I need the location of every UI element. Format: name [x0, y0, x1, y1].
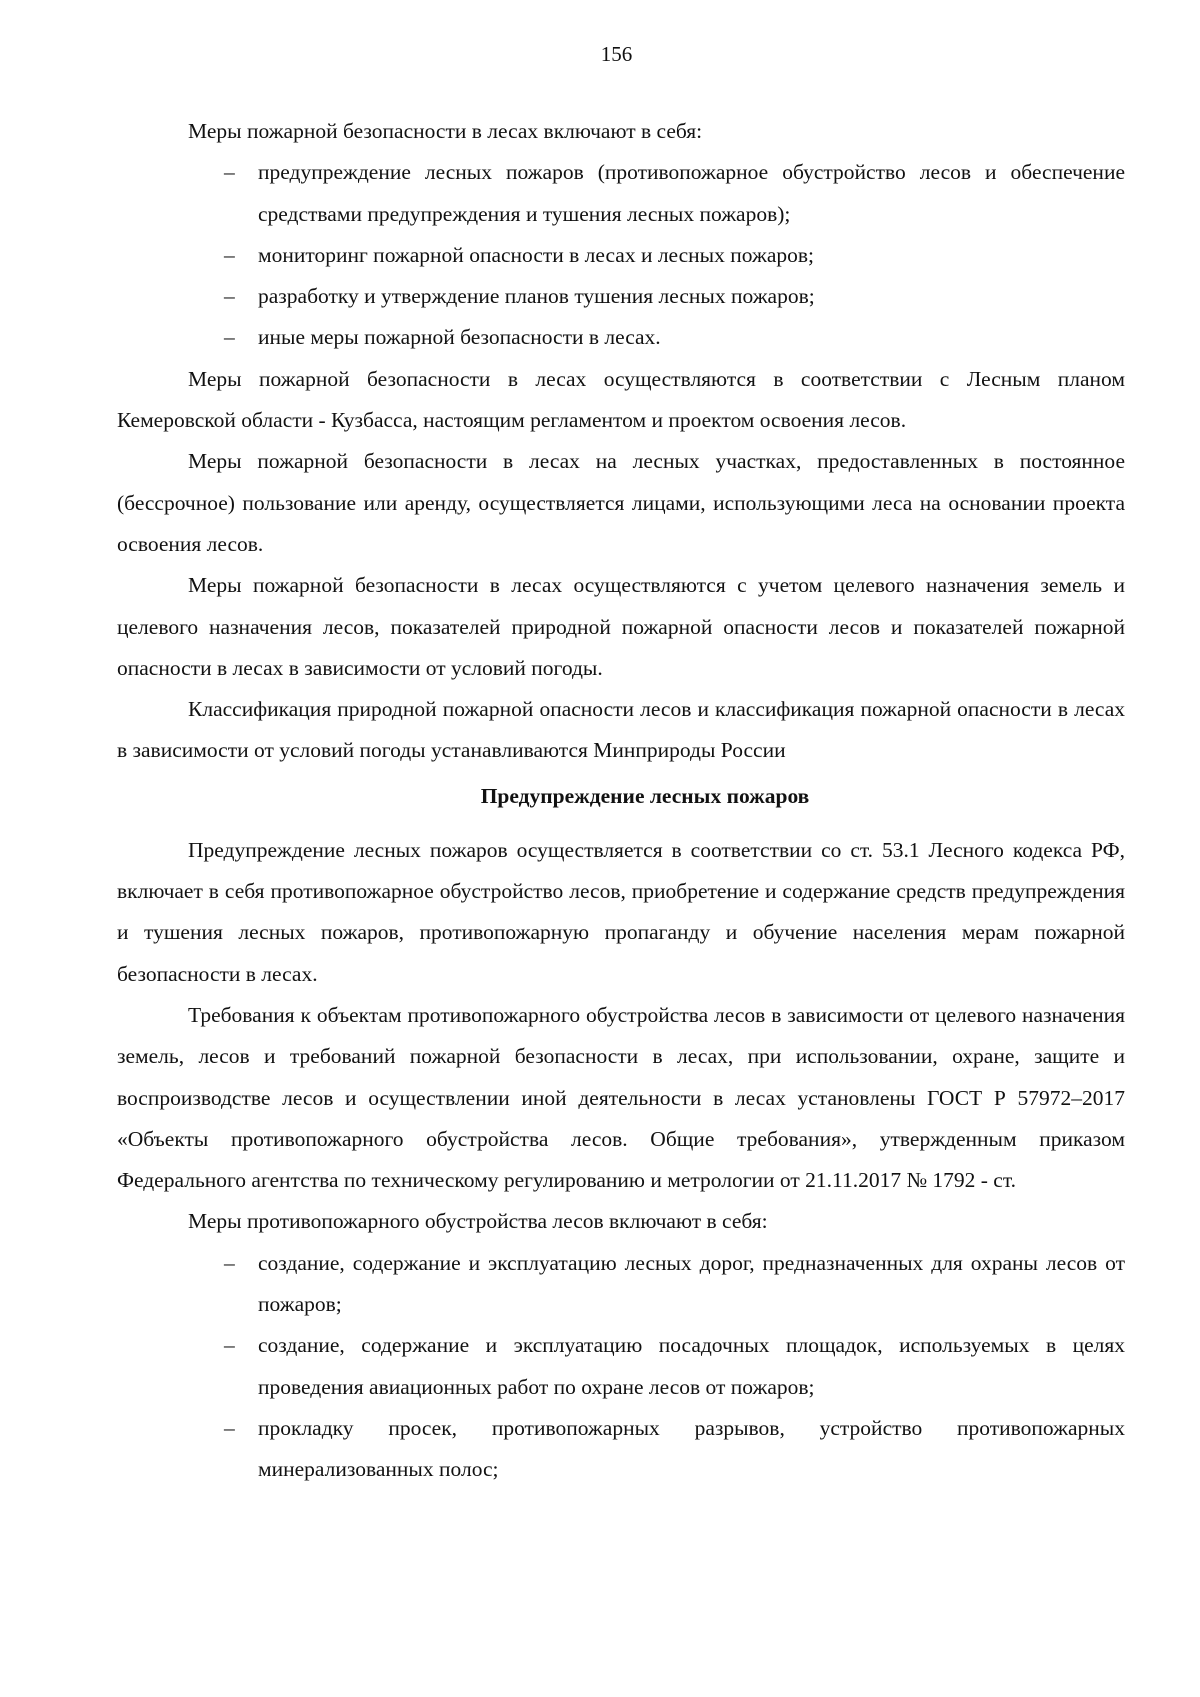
list-dash: – [224, 1250, 235, 1275]
list-item [117, 317, 1125, 358]
paragraph: Требования к объектам противопожарного обустройства лесов в зависимости от целевого назначения земель, лесов и требований пожарной безопасности в лесах, при использовании, охране, защите и воспроизводстве лесов и осуществлении иной деятельности в лесах установлены ГОСТ Р 57972–2017 «Объекты противопожарного обустройства лесов. Общие требования», утвержденным приказом Федерального агентства по техническому регулированию и метрологии от 21.11.2017 № 1792 - ст. [117, 1002, 1125, 1193]
document-body [117, 111, 1125, 1491]
list-item-text: иные меры пожарной безопасности в лесах. [258, 325, 661, 350]
list-item [117, 1408, 1125, 1491]
paragraph-fire-safety-measures-intro: Меры пожарной безопасности в лесах включают в себя: [188, 119, 703, 143]
paragraph: Классификация природной пожарной опасности лесов и классификация пожарной опасности в лесах в зависимости от условий погоды устанавливаются Минприроды России [117, 697, 1125, 763]
list-item-text: создание, содержание и эксплуатацию лесных дорог, предназначенных для охраны лесов от пожаров; [258, 1250, 1125, 1317]
list-item-text: создание, содержание и эксплуатацию посадочных площадок, используемых в целях проведения авиационных работ по охране лесов от пожаров; [258, 1333, 1125, 1399]
list-item [117, 1325, 1125, 1408]
list-dash: – [224, 1333, 235, 1358]
list-item [117, 276, 1125, 317]
list-item [117, 1243, 1125, 1326]
list-item-text: предупреждение лесных пожаров (противопожарное обустройство лесов и обеспечение средствами предупреждения и тушения лесных пожаров); [258, 160, 1125, 226]
list-item [117, 235, 1125, 276]
list-dash: – [224, 160, 235, 185]
list-dash: – [224, 284, 235, 309]
page-number: 156 [600, 42, 633, 66]
list-item [117, 152, 1125, 235]
list-dash: – [224, 242, 235, 267]
paragraph: Меры противопожарного обустройства лесов включают в себя: [188, 1209, 768, 1234]
list-item-text: мониторинг пожарной опасности в лесах и лесных пожаров; [258, 242, 814, 267]
list-dash: – [224, 1415, 235, 1440]
paragraph: Меры пожарной безопасности в лесах осуществляются в соответствии с Лесным планом Кемеровской области - Кузбасса, настоящим регламентом и проектом освоения лесов. [117, 366, 1125, 433]
list-item-text: прокладку просек, противопожарных разрывов, устройство противопожарных минерализованных полос; [258, 1415, 1125, 1482]
paragraph: Меры пожарной безопасности в лесах на лесных участках, предоставленных в постоянное (бессрочное) пользование или аренду, осуществляется лицами, использующими леса на основании проекта освоения лесов. [117, 449, 1125, 556]
list-item-text: разработку и утверждение планов тушения лесных пожаров; [258, 284, 815, 309]
list-dash: – [224, 325, 235, 350]
section-heading: Предупреждение лесных пожаров [480, 783, 810, 808]
paragraph: Предупреждение лесных пожаров осуществляется в соответствии со ст. 53.1 Лесного кодекса РФ, включает в себя противопожарное обустройство лесов, приобретение и содержание средств предупреждения и тушения лесных пожаров, противопожарную пропаганду и обучение населения мерам пожарной безопасности в лесах. [117, 837, 1125, 986]
paragraph: Меры пожарной безопасности в лесах осуществляются с учетом целевого назначения земель и целевого назначения лесов, показателей природной пожарной опасности лесов и показателей пожарной опасности в лесах в зависимости от условий погоды. [117, 573, 1125, 680]
